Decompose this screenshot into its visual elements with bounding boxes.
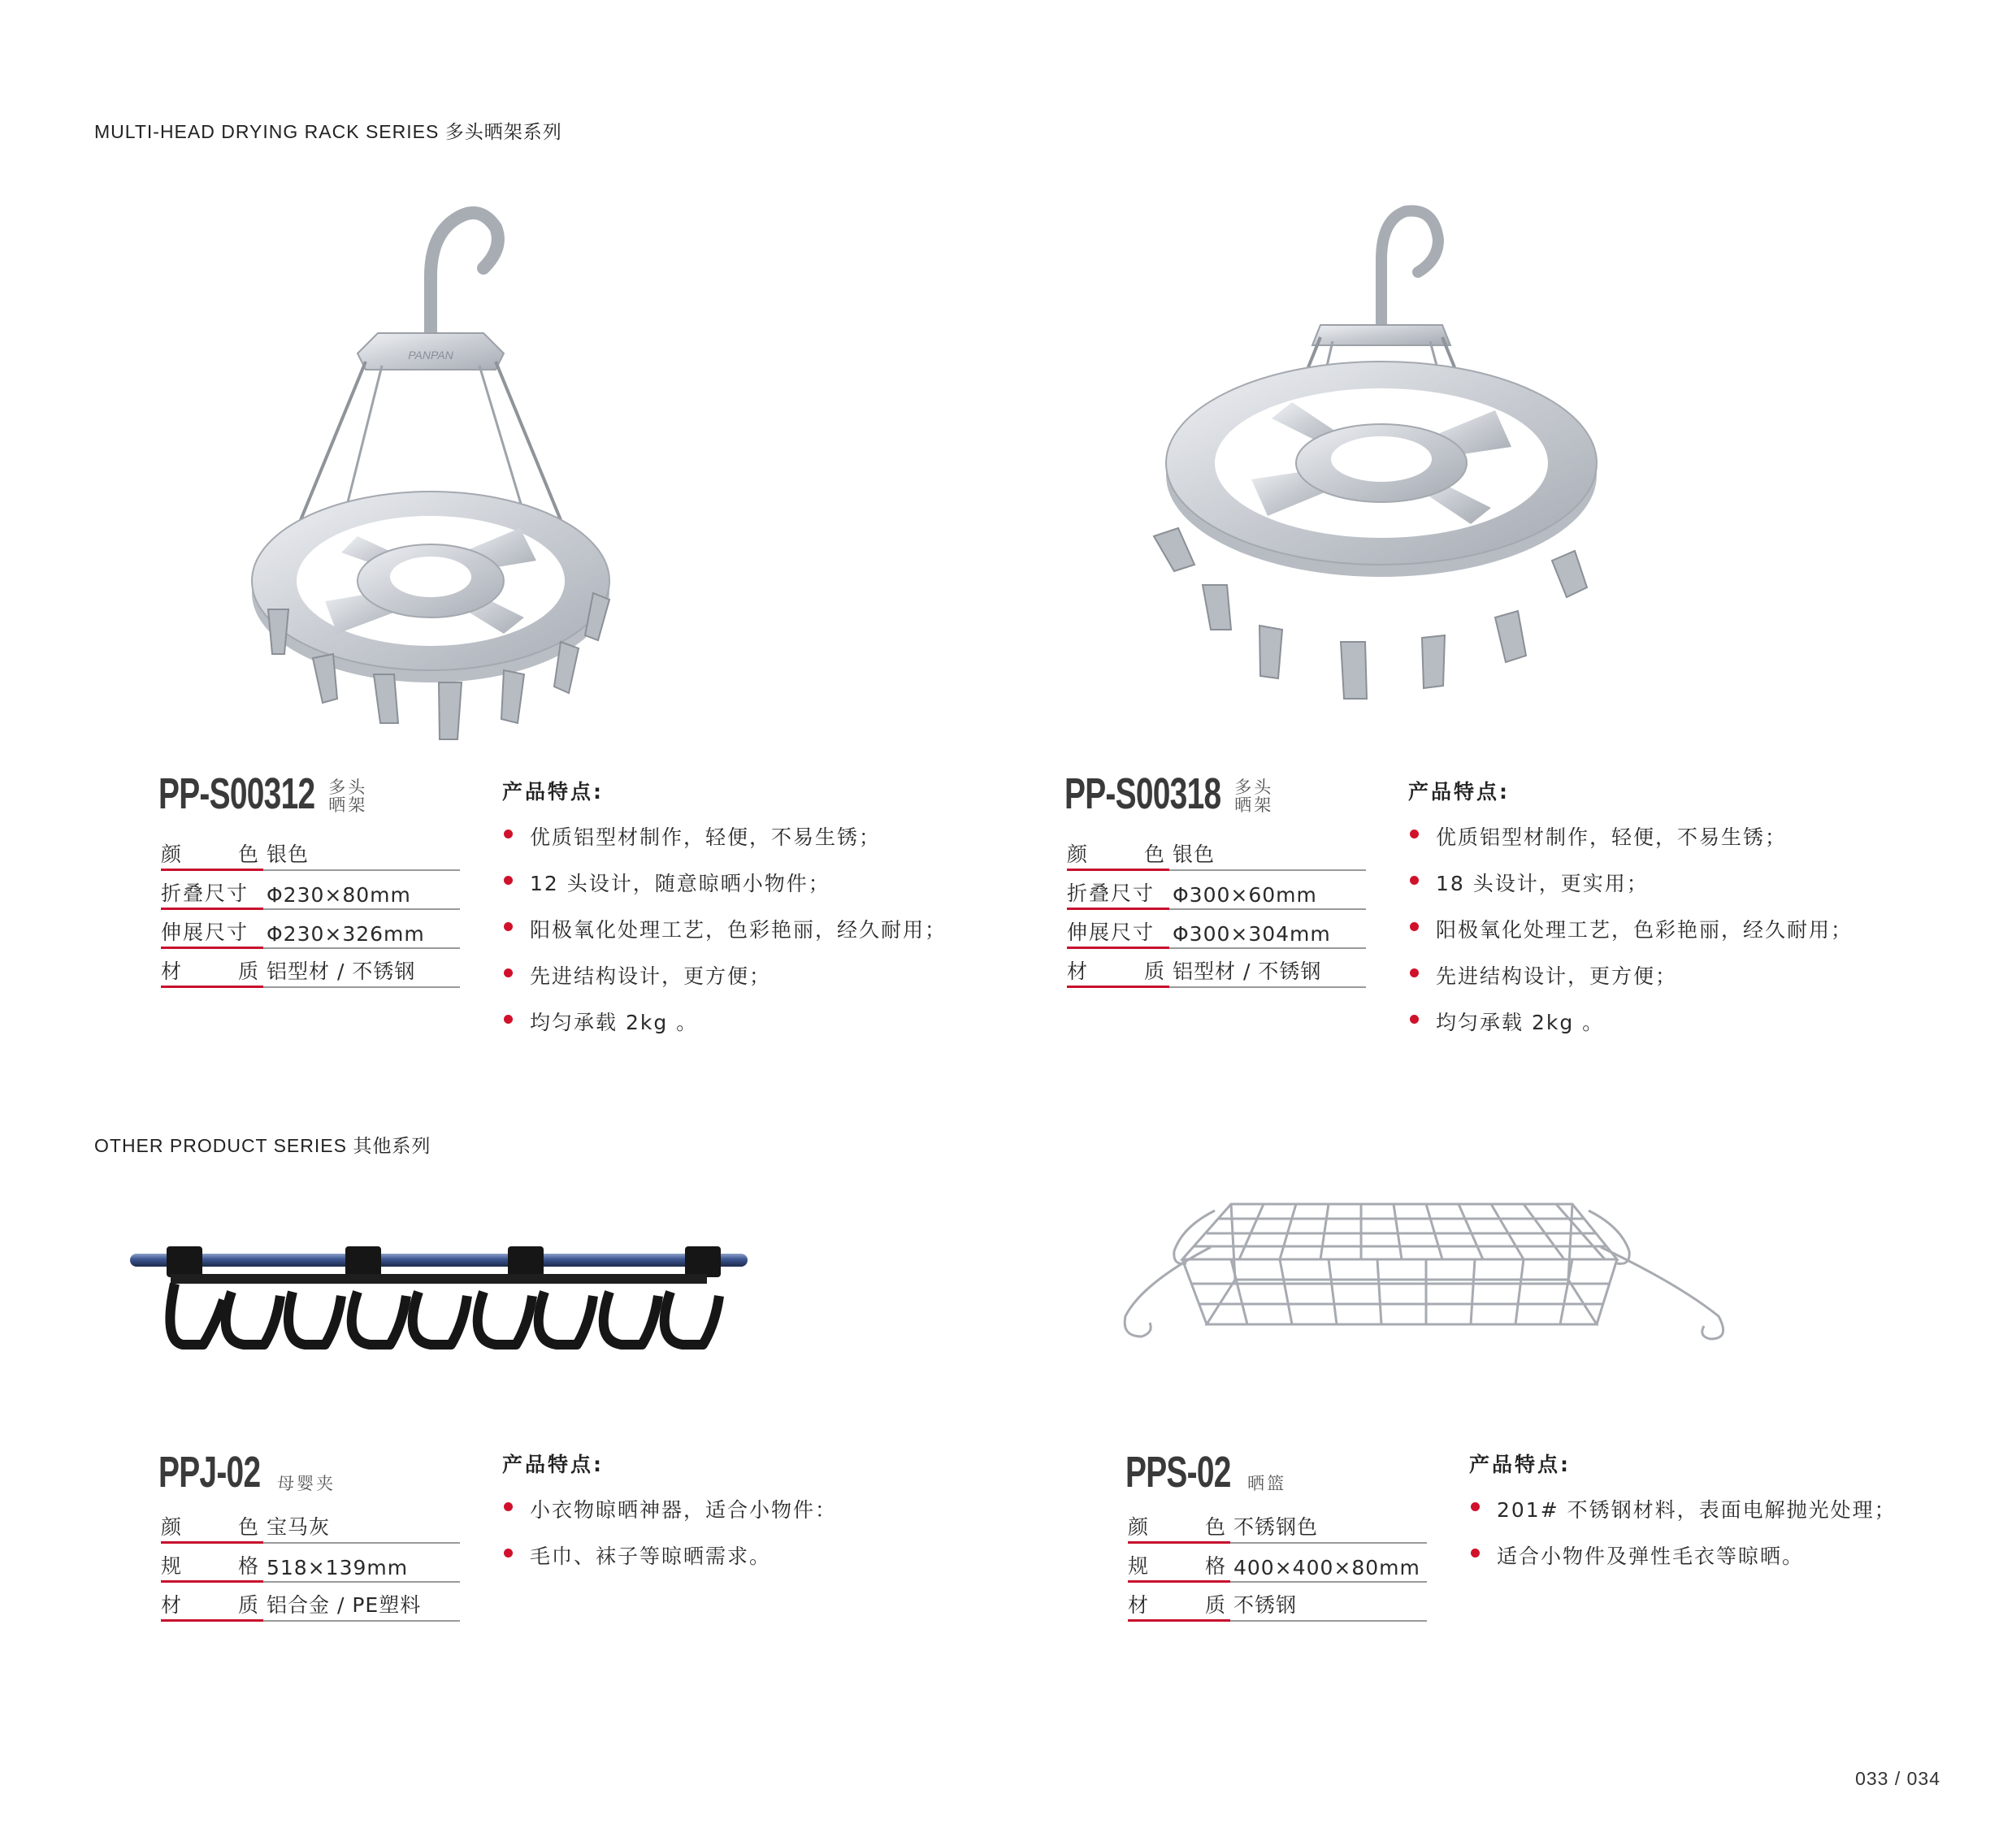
drying-rack-12-image — [236, 179, 626, 764]
features-title: 产品特点: — [1408, 780, 1510, 804]
spec-table-pps-02 — [1128, 1505, 1427, 1622]
feature-item: 阳极氧化处理工艺，色彩艳丽，经久耐用； — [1408, 914, 1853, 960]
features-pp-s00312 — [502, 776, 947, 1053]
spec-table-pp-s00312 — [161, 832, 460, 988]
features-title: 产品特点: — [1469, 1453, 1571, 1476]
feature-item: 优质铝型材制作，轻便，不易生锈； — [1408, 821, 1853, 868]
spec-table-pp-s00318 — [1067, 832, 1366, 988]
spec-row-color: 颜 色 宝马灰 — [161, 1505, 460, 1544]
feature-item: 均匀承载 2kg 。 — [502, 1007, 947, 1053]
feature-item: 毛巾、袜子等晾晒需求。 — [502, 1540, 837, 1587]
spec-row-size: 规 格 518×139mm — [161, 1544, 460, 1583]
spec-row-material: 材 质 铝合金 / PE塑料 — [161, 1583, 460, 1622]
feature-item: 12 头设计，随意晾晒小物件； — [502, 868, 947, 914]
model-title-pps-02 — [1125, 1448, 1287, 1497]
model-title-pp-s00312 — [158, 769, 372, 818]
spec-row-material: 材 质 铝型材 / 不锈钢 — [161, 949, 460, 988]
spec-row-folded: 折叠尺寸 Φ230×80mm — [161, 871, 460, 910]
spec-row-extended: 伸展尺寸 Φ230×326mm — [161, 910, 460, 949]
feature-item: 优质铝型材制作，轻便，不易生锈； — [502, 821, 947, 868]
model-title-pp-s00318 — [1064, 769, 1278, 818]
spec-row-extended: 伸展尺寸 Φ300×304mm — [1067, 910, 1366, 949]
baby-clip-rack-image — [126, 1235, 760, 1365]
spec-row-color: 颜 色 银色 — [1067, 832, 1366, 871]
features-pp-s00318 — [1408, 776, 1853, 1053]
model-name: 晒篮 — [1247, 1473, 1287, 1493]
features-ppj-02 — [502, 1449, 837, 1587]
spec-row-color: 颜 色 不锈钢色 — [1128, 1505, 1427, 1544]
model-code: PPJ-02 — [158, 1448, 261, 1497]
drying-basket-image — [1117, 1194, 1735, 1406]
spec-row-color: 颜 色 银色 — [161, 832, 460, 871]
spec-row-size: 规 格 400×400×80mm — [1128, 1544, 1427, 1583]
spec-row-material: 材 质 铝型材 / 不锈钢 — [1067, 949, 1366, 988]
drying-rack-18-image — [1138, 203, 1609, 723]
section-title-multi-head: MULTI-HEAD DRYING RACK SERIES 多头晒架系列 — [94, 121, 562, 142]
spec-table-ppj-02 — [161, 1505, 460, 1622]
feature-item: 201# 不锈钢材料，表面电解抛光处理； — [1469, 1494, 1897, 1540]
model-name: 多头晒架 — [328, 777, 368, 815]
features-title: 产品特点: — [502, 780, 604, 804]
page-number: 033 / 034 — [1855, 1768, 1940, 1789]
model-code: PP-S00318 — [1064, 769, 1221, 818]
feature-item: 阳极氧化处理工艺，色彩艳丽，经久耐用； — [502, 914, 947, 960]
features-pps-02 — [1469, 1449, 1897, 1587]
model-title-ppj-02 — [158, 1448, 336, 1497]
feature-item: 18 头设计，更实用； — [1408, 868, 1853, 914]
feature-item: 先进结构设计，更方便； — [1408, 960, 1853, 1007]
feature-item: 均匀承载 2kg 。 — [1408, 1007, 1853, 1053]
spec-row-folded: 折叠尺寸 Φ300×60mm — [1067, 871, 1366, 910]
spec-row-material: 材 质 不锈钢 — [1128, 1583, 1427, 1622]
model-name: 母婴夹 — [277, 1473, 336, 1493]
panpan-logo: PANPAN — [408, 349, 453, 362]
model-name: 多头晒架 — [1234, 777, 1274, 815]
feature-item: 适合小物件及弹性毛衣等晾晒。 — [1469, 1540, 1897, 1587]
features-title: 产品特点: — [502, 1453, 604, 1476]
feature-item: 先进结构设计，更方便； — [502, 960, 947, 1007]
feature-item: 小衣物晾晒神器，适合小物件： — [502, 1494, 837, 1540]
model-code: PP-S00312 — [158, 769, 315, 818]
model-code: PPS-02 — [1125, 1448, 1231, 1497]
section-title-other: OTHER PRODUCT SERIES 其他系列 — [94, 1135, 431, 1156]
